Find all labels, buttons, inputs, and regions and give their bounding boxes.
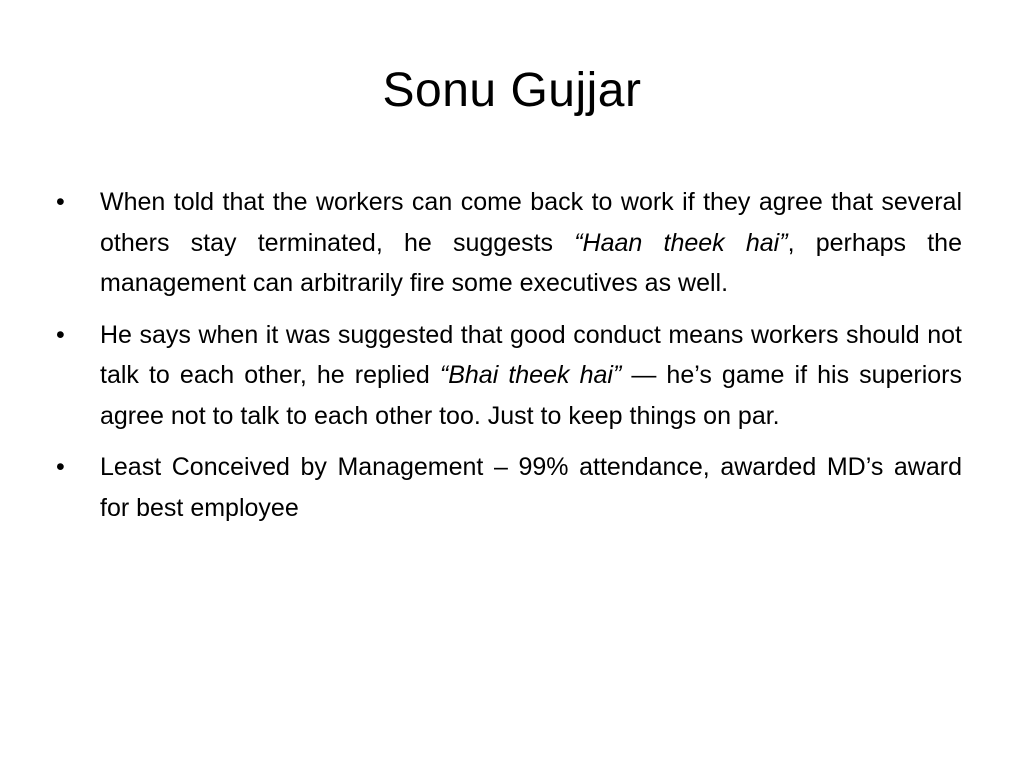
- bullet-quote: “Haan theek hai”: [574, 228, 788, 257]
- bullet-text: He says when it was suggested that good conduct means workers should not talk to each other, he replied: [100, 320, 962, 389]
- bullet-list: [56, 182, 962, 539]
- bullet-item: [56, 182, 962, 304]
- bullet-text: When told that the workers can come back to work if they agree that several others stay terminated, he suggests: [100, 188, 962, 257]
- bullet-dot-icon: •: [56, 320, 65, 349]
- bullet-dot-icon: •: [56, 453, 65, 481]
- bullet-text-end: , perhaps the management can arbitrarily fire some executives as well.: [100, 228, 962, 297]
- bullet-text: Least Conceived by Management – 99% attendance, awarded MD’s award for best employee: [100, 453, 962, 522]
- bullet-dot-icon: •: [56, 188, 65, 216]
- slide-title: Sonu Gujjar: [382, 64, 642, 117]
- bullet-text-end: — he’s game if his superiors agree not to talk to each other too. Just to keep things on par.: [100, 361, 962, 430]
- bullet-quote: “Bhai theek hai”: [439, 361, 622, 389]
- bullet-item: [56, 447, 962, 528]
- bullet-item: [56, 315, 962, 437]
